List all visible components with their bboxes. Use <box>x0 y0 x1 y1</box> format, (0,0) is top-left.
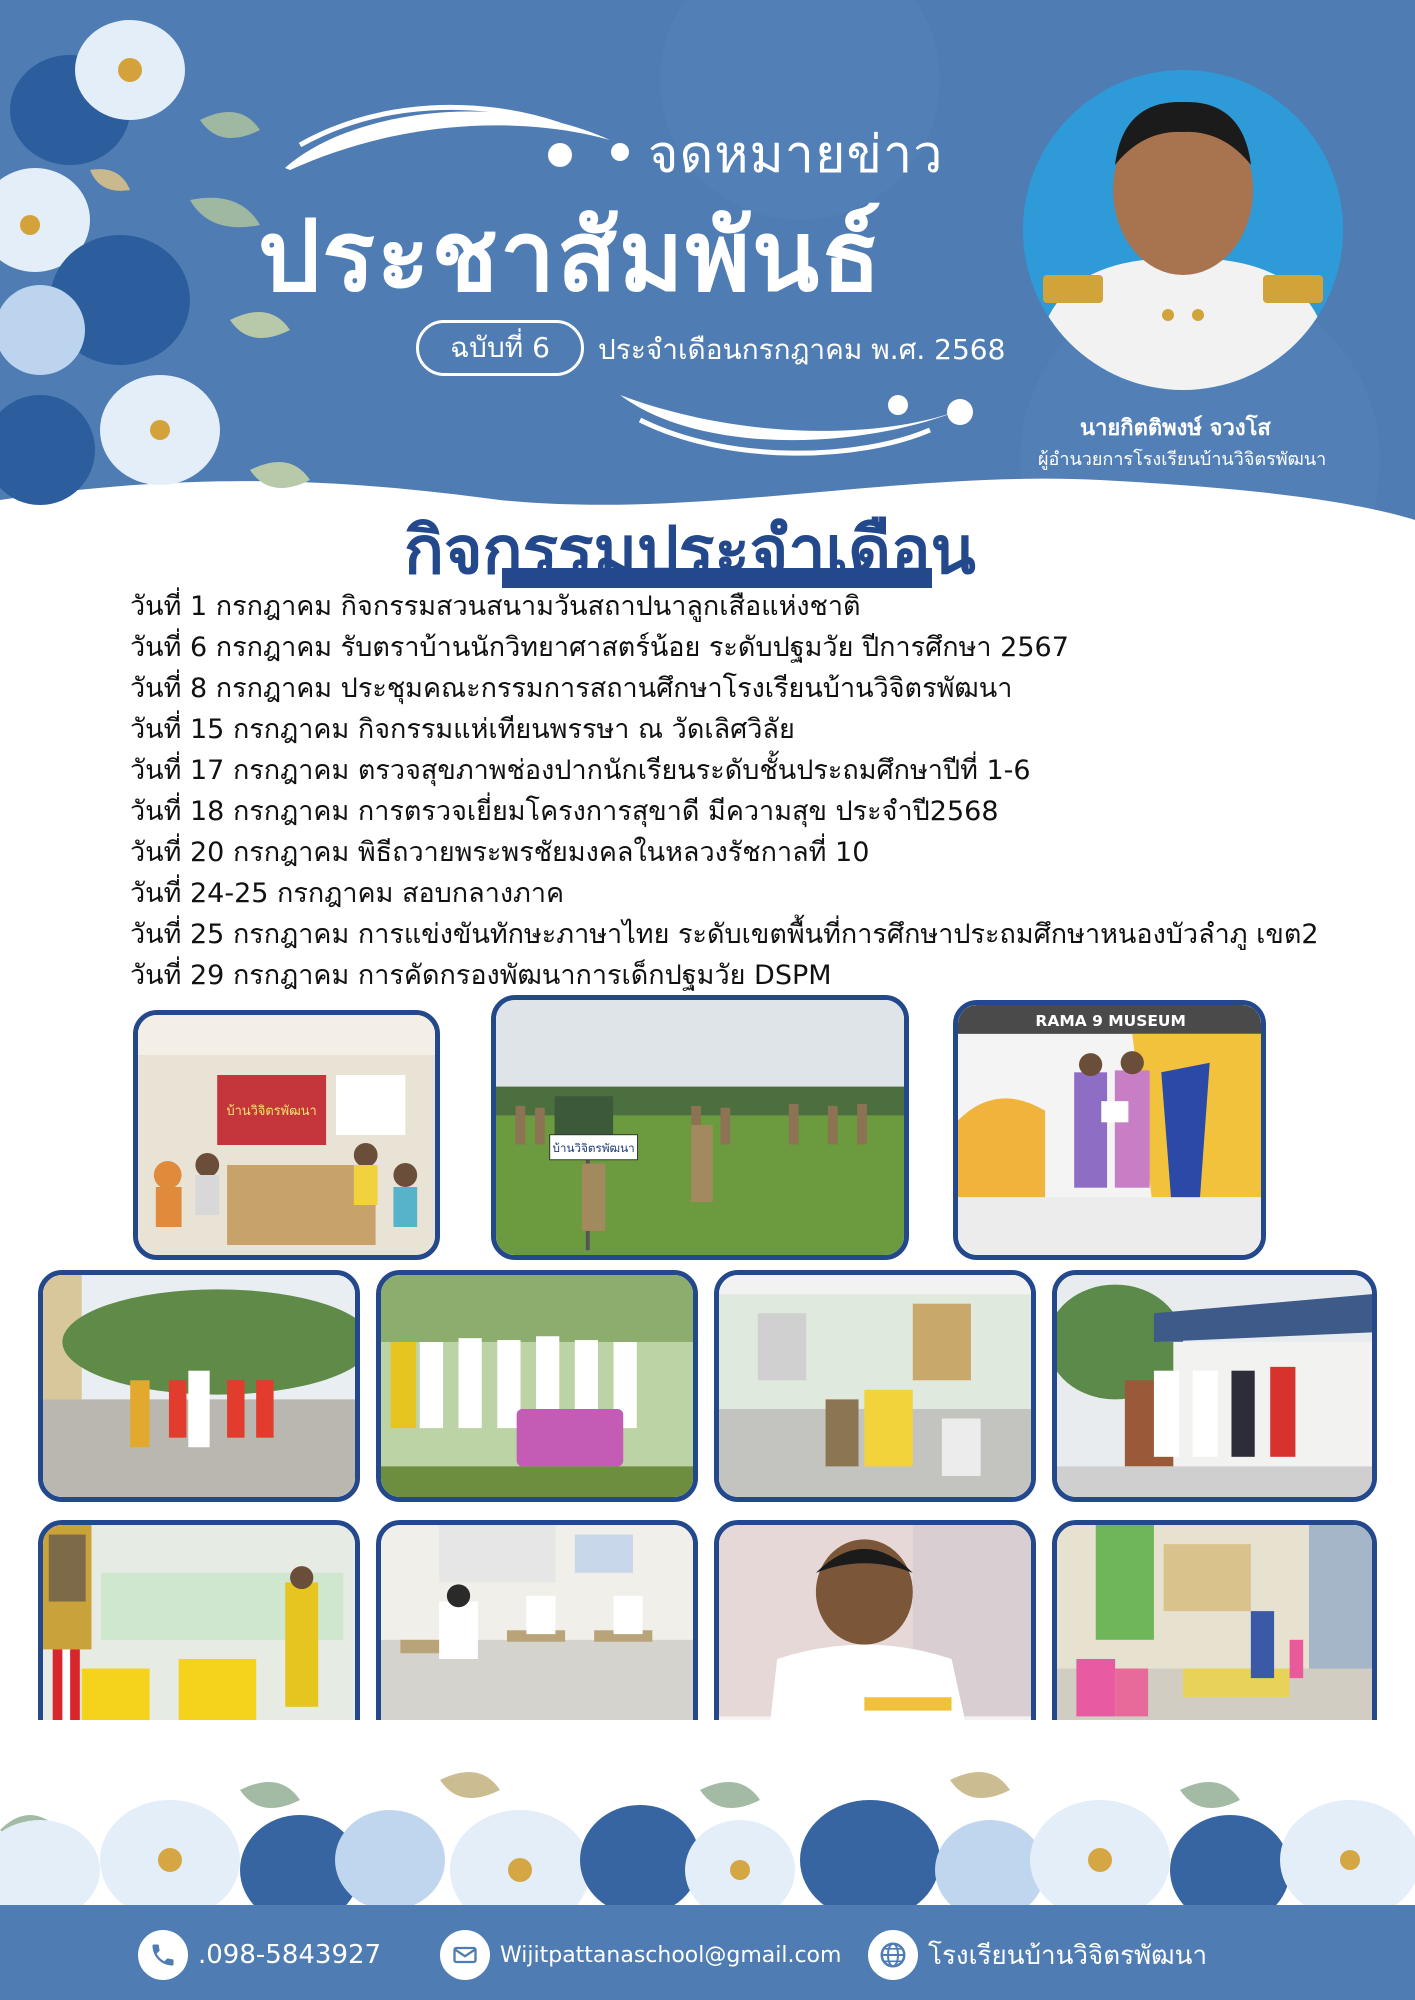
contact-website[interactable] <box>868 1930 1207 1980</box>
activity-item: วันที่ 24-25 กรกฎาคม สอบกลางภาค <box>130 878 565 909</box>
photo-thai-language-competition <box>714 1520 1036 1752</box>
activity-item: วันที่ 18 กรกฎาคม การตรวจเยี่ยมโครงการสุขาดี มีความสุข ประจำปี2568 <box>130 796 999 827</box>
activity-item: วันที่ 25 กรกฎาคม การแข่งขันทักษะภาษาไทย ระดับเขตพื้นที่การศึกษาประถมศึกษาหนองบัวลำภู เขต2 <box>130 919 1319 950</box>
photo-museum-award <box>953 1000 1266 1260</box>
contact-email[interactable] <box>440 1930 841 1980</box>
school-name: โรงเรียนบ้านวิจิตรพัฒนา <box>928 1940 1208 1971</box>
activity-item: วันที่ 1 กรกฎาคม กิจกรรมสวนสนามวันสถาปนาลูกเสือแห่งชาติ <box>130 591 861 622</box>
header-banner <box>0 0 1415 540</box>
phone-number: .098-5843927 <box>198 1940 382 1970</box>
scout-sign-text: บ้านวิจิตรพัฒนา <box>552 1141 635 1156</box>
meeting-banner-text: บ้านวิจิตรพัฒนา <box>226 1103 317 1120</box>
issue-date: ประจำเดือนกรกฎาคม พ.ศ. 2568 <box>598 333 1006 366</box>
issue-badge: ฉบับที่ 6 <box>416 320 584 376</box>
activity-item: วันที่ 15 กรกฎาคม กิจกรรมแห่เทียนพรรษา ณ วัดเลิศวิลัย <box>130 714 795 745</box>
photo-candle-procession <box>38 1270 360 1502</box>
activity-item: วันที่ 6 กรกฎาคม รับตราบ้านนักวิทยาศาสตร์น้อย ระดับปฐมวัย ปีการศึกษา 2567 <box>130 632 1069 663</box>
activities-title: กิจกรรมประจำเดือน <box>404 512 976 589</box>
phone-icon <box>138 1930 188 1980</box>
activity-item: วันที่ 8 กรกฎาคม ประชุมคณะกรรมการสถานศึกษาโรงเรียนบ้านวิจิตรพัฒนา <box>130 673 1013 704</box>
director-portrait <box>1023 70 1343 390</box>
photo-committee-meeting <box>133 1010 440 1260</box>
activity-list <box>130 586 1400 996</box>
director-name: นายกิตติพงษ์ จวงโส <box>1080 416 1271 441</box>
photo-scout-parade <box>491 995 909 1260</box>
newsletter-label: จดหมายข่าว <box>648 125 944 185</box>
photo-toilet-project-visit <box>1052 1270 1377 1502</box>
newsletter-title: ประชาสัมพันธ์ <box>258 200 883 314</box>
photo-midterm-exam <box>376 1520 698 1752</box>
contact-phone[interactable] <box>138 1930 381 1980</box>
mail-icon <box>440 1930 490 1980</box>
director-position: ผู้อำนวยการโรงเรียนบ้านวิจิตรพัฒนา <box>1038 449 1327 470</box>
photo-thai-skills-award <box>376 1270 698 1502</box>
photo-dspm-screening <box>1052 1520 1377 1752</box>
museum-sign-text: RAMA 9 MUSEUM <box>1035 1012 1186 1031</box>
globe-icon <box>868 1930 918 1980</box>
photo-dental-checkup <box>714 1270 1036 1502</box>
activity-item: วันที่ 20 กรกฎาคม พิธีถวายพระพรชัยมงคลในหลวงรัชกาลที่ 10 <box>130 837 870 868</box>
floral-decoration-bottom <box>0 1720 1415 1910</box>
photo-royal-blessing <box>38 1520 360 1752</box>
activity-item: วันที่ 17 กรกฎาคม ตรวจสุขภาพช่องปากนักเรียนระดับชั้นประถมศึกษาปีที่ 1-6 <box>130 755 1031 786</box>
email-address: Wijitpattanaschool@gmail.com <box>500 1942 842 1968</box>
activity-item: วันที่ 29 กรกฎาคม การคัดกรองพัฒนาการเด็กปฐมวัย DSPM <box>130 960 832 991</box>
